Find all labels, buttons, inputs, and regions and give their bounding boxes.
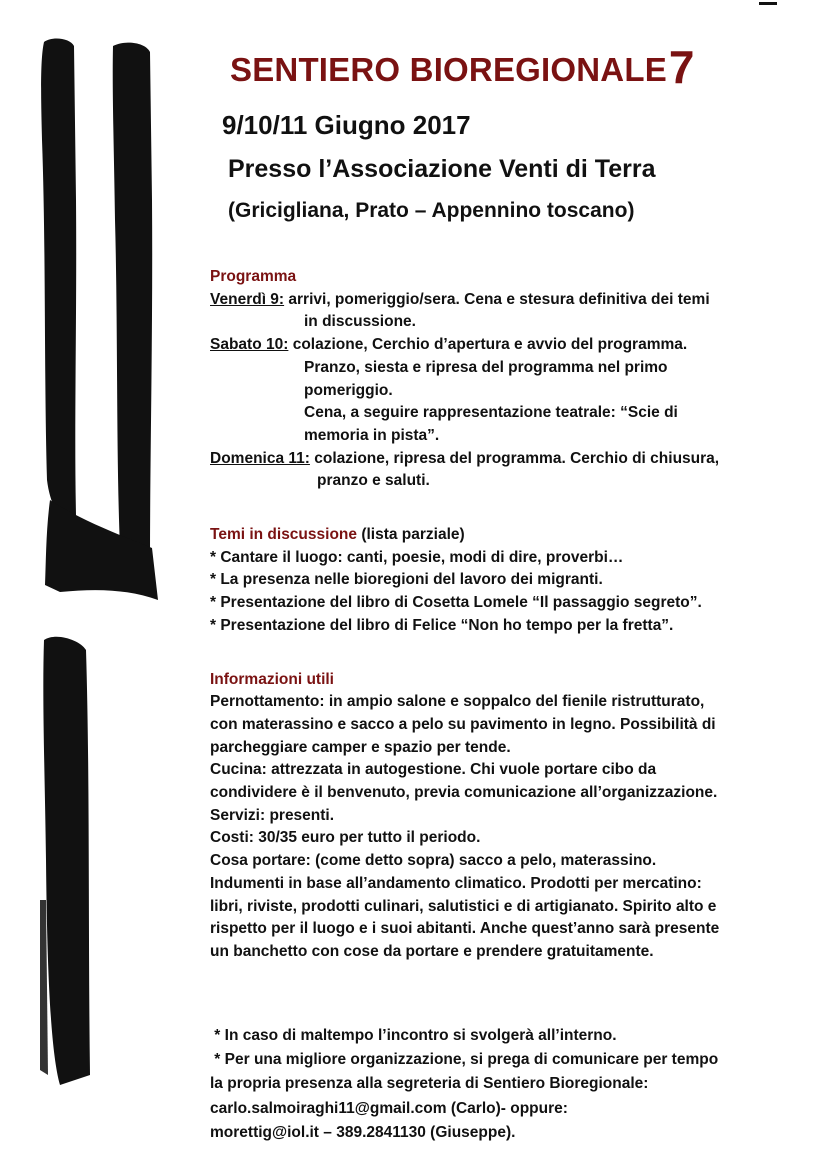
- day-domenica: [210, 448, 810, 493]
- info-line: libri, riviste, prodotti culinari, salutistici e di artigianato. Spirito alto e: [210, 897, 717, 915]
- contact-email-carlo[interactable]: carlo.salmoiraghi11@gmail.com (Carlo)- oppure:: [210, 1099, 568, 1117]
- day-text: arrivi, pomeriggio/sera. Cena e stesura definitiva dei temi: [284, 290, 710, 308]
- temi-section: [210, 524, 810, 638]
- day-label: Sabato 10:: [210, 336, 289, 354]
- contact-giuseppe[interactable]: morettig@iol.it – 389.2841130 (Giuseppe).: [210, 1123, 516, 1141]
- info-line: Pernottamento: in ampio salone e soppalco del fienile ristrutturato,: [210, 693, 705, 711]
- temi-item: * Presentazione del libro di Cosetta Lomele “Il passaggio segreto”.: [210, 594, 702, 612]
- info-line: parcheggiare camper e spazio per tende.: [210, 738, 511, 756]
- day-text: Pranzo, siesta e ripresa del programma nel primo: [304, 358, 668, 376]
- note-line: * Per una migliore organizzazione, si prega di comunicare per tempo: [210, 1050, 719, 1068]
- day-label: Domenica 11:: [210, 449, 310, 467]
- programma-section: [210, 266, 810, 493]
- event-place: Presso l’Associazione Venti di Terra: [228, 155, 656, 183]
- info-line: condividere è il benvenuto, previa comunicazione all’organizzazione.: [210, 784, 718, 802]
- day-label: Venerdì 9:: [210, 290, 285, 308]
- page-title: [230, 38, 695, 92]
- day-text: Cena, a seguire rappresentazione teatrale: “Scie di: [304, 404, 678, 422]
- day-text: in discussione.: [304, 313, 416, 331]
- info-line: Cucina: attrezzata in autogestione. Chi vuole portare cibo da: [210, 761, 657, 779]
- brush-stroke-decoration: [0, 0, 200, 1169]
- day-venerdi: [210, 289, 810, 334]
- note-line: * In caso di maltempo l’incontro si svolgerà all’interno.: [210, 1026, 617, 1044]
- info-line: Indumenti in base all’andamento climatico. Prodotti per mercatino:: [210, 874, 702, 892]
- event-location: (Gricigliana, Prato – Appennino toscano): [228, 199, 635, 222]
- info-line: Servizi: presenti.: [210, 806, 335, 824]
- info-section: [210, 669, 810, 964]
- brush-stroke-lower-thin: [40, 900, 48, 1075]
- title-text: SENTIERO BIOREGIONALE: [230, 51, 667, 88]
- info-line: con materassino e sacco a pelo su pavimento in legno. Possibilità di: [210, 715, 716, 733]
- corner-dash: [759, 2, 777, 5]
- info-line: Costi: 30/35 euro per tutto il periodo.: [210, 829, 481, 847]
- brush-stroke-right-upper: [113, 43, 152, 560]
- info-heading: Informazioni utili: [210, 670, 334, 688]
- programma-heading: Programma: [210, 268, 297, 285]
- brush-stroke-left-upper: [41, 39, 76, 530]
- day-text: pranzo e saluti.: [317, 472, 430, 490]
- day-sabato: [210, 334, 810, 448]
- day-text: colazione, Cerchio d’apertura e avvio del programma.: [288, 336, 688, 354]
- notes-section: [210, 1024, 810, 1145]
- temi-item: * La presenza nelle bioregioni del lavoro dei migranti.: [210, 571, 603, 589]
- day-text: memoria in pista”.: [304, 426, 440, 444]
- flyer-body: [210, 266, 810, 1145]
- note-line: la propria presenza alla segreteria di Sentiero Bioregionale:: [210, 1075, 649, 1093]
- temi-heading: Temi in discussione: [210, 526, 358, 544]
- brush-stroke-lower: [43, 637, 90, 1085]
- day-text: colazione, ripresa del programma. Cerchio di chiusura,: [309, 449, 720, 467]
- info-line: un banchetto con cose da portare e prendere gratuitamente.: [210, 942, 654, 960]
- day-text: pomeriggio.: [304, 381, 393, 399]
- temi-note: (lista parziale): [357, 526, 465, 544]
- title-number: 7: [668, 41, 695, 93]
- info-line: rispetto per il luogo e i suoi abitanti. Anche quest’anno sarà presente: [210, 920, 720, 938]
- event-date: 9/10/11 Giugno 2017: [222, 110, 471, 140]
- temi-item: * Cantare il luogo: canti, poesie, modi di dire, proverbi…: [210, 548, 624, 566]
- temi-item: * Presentazione del libro di Felice “Non ho tempo per la fretta”.: [210, 616, 674, 634]
- info-line: Cosa portare: (come detto sopra) sacco a pelo, materassino.: [210, 852, 657, 870]
